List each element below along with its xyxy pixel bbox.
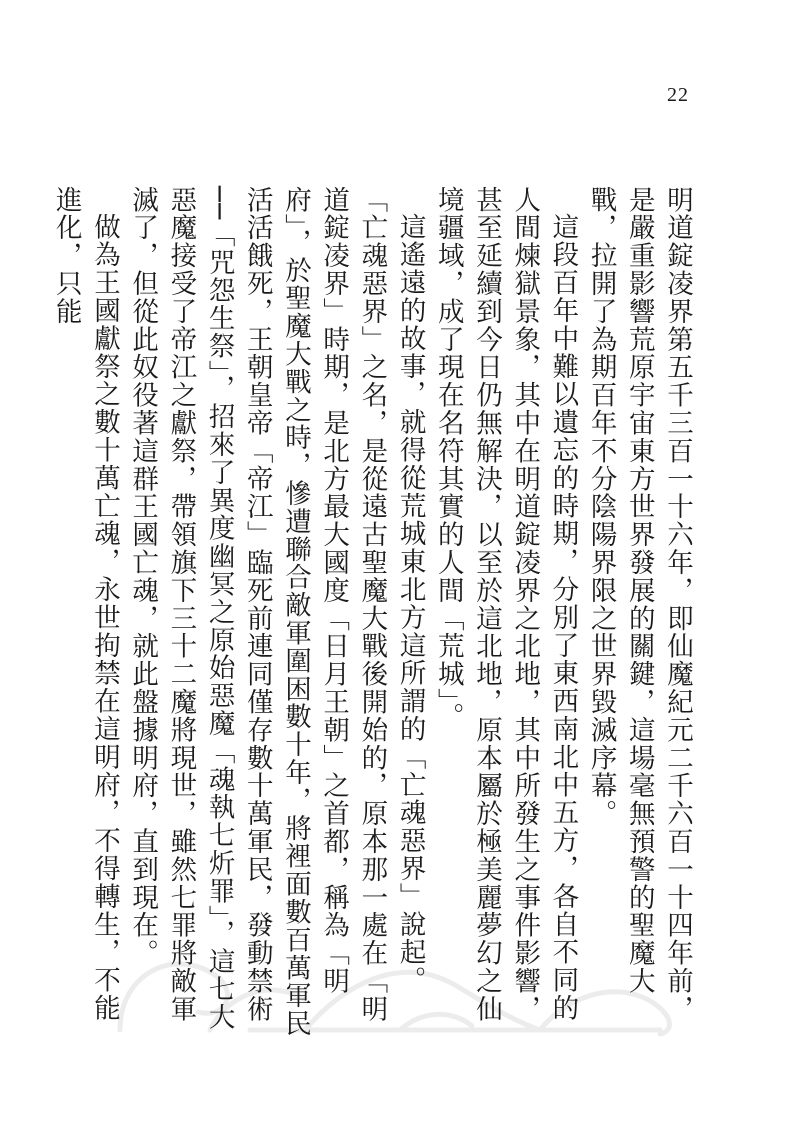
paragraph: 做為王國獻祭之數十萬亡魂，永世拘禁在這明府，不得轉生，不能進化，只能 [50, 186, 120, 1022]
paragraph: 這遙遠的故事，就得從荒城東北方這所謂的「亡魂惡界」說起。 [394, 212, 426, 994]
page-number: 22 [667, 84, 689, 106]
paragraph: 「亡魂惡界」之名，是從遠古聖魔大戰後開始的，原本那一處在「明道錠凌界」時期，是北方最大國度「日月王朝」之首都，稱為「明府」，於聖魔大戰之時，慘遭聯合敵軍圍困數十年，將裡面數百萬軍民活活餓死，王朝皇帝「帝江」臨死前連同僅存數十萬軍民，發動禁術──「咒怨生祭」，招來了異度幽冥之原始惡魔「魂執七炘罪」，這七大惡魔接受了帝江之獻祭，帶領旗下三十二魔將現世，雖然七罪將敵軍滅了，但從此奴役著這群王國亡魂，就此盤據明府，直到現在。 [127, 186, 388, 1038]
vertical-text-body [50, 186, 696, 1046]
paragraph: 這段百年中難以遺忘的時期，分別了東西南北中五方，各自不同的人間煉獄景象，其中在明道錠凌界之北地，其中所發生之事件影響，甚至延續到今日仍無解決，以至於這北地，原本屬於極美麗夢幻之仙境疆域，成了現在名符其實的人間「荒城」。 [432, 186, 579, 1023]
paragraph: 明道錠凌界第五千三百一十六年，即仙魔紀元二千六百一十四年前，是嚴重影響荒原宇宙東方世界發展的關鍵，這場毫無預警的聖魔大戰，拉開了為期百年不分陰陽界限之世界毀滅序幕。 [585, 186, 693, 1023]
